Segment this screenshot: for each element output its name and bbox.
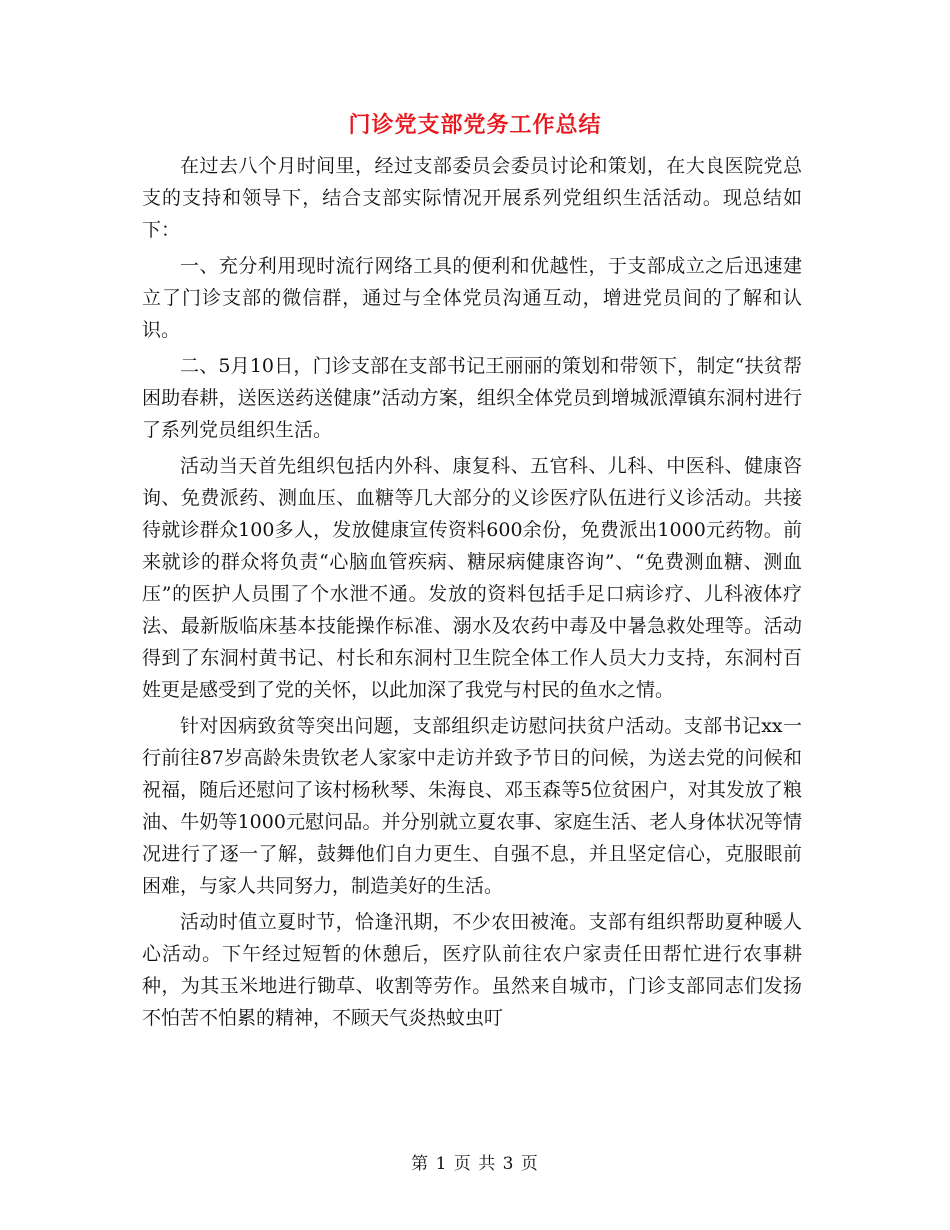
paragraph-intro: 在过去八个月时间里，经过支部委员会委员讨论和策划，在大良医院党总支的支持和领导下，结合支部实际情况开展系列党组织生活活动。现总结如下： bbox=[142, 155, 802, 241]
document-body bbox=[142, 150, 802, 1038]
page-footer: 第 1 页 共 3 页 bbox=[411, 1154, 539, 1174]
paragraph-item-2: 二、5月10日，门诊支部在支部书记王丽丽的策划和带领下，制定“扶贫帮困助春耕，送医送药送健康”活动方案，组织全体党员到增城派潭镇东洞村进行了系列党员组织生活。 bbox=[142, 355, 802, 441]
paragraph-visits: 针对因病致贫等突出问题，支部组织走访慰问扶贫户活动。支部书记xx一行前往87岁高龄朱贵钦老人家家中走访并致予节日的问候，为送去党的问候和祝福，随后还慰问了该村杨秋琴、朱海良、邓玉森等5位贫困户，对其发放了粮油、牛奶等1000元慰问品。并分别就立夏农事、家庭生活、老人身体状况等情况进行了逐一了解，鼓舞他们自力更生、自强不息，并且坚定信心，克服眼前困难，与家人共同努力，制造美好的生活。 bbox=[142, 715, 802, 897]
document-title: 门诊党支部党务工作总结 bbox=[348, 112, 602, 138]
paragraph-activity: 活动当天首先组织包括内外科、康复科、五官科、儿科、中医科、健康咨询、免费派药、测血压、血糖等几大部分的义诊医疗队伍进行义诊活动。共接待就诊群众100多人，发放健康宣传资料600余份，免费派出1000元药物。前来就诊的群众将负责“心脑血管疾病、糖尿病健康咨询”、“免费测血糖、测血压”的医护人员围了个水泄不通。发放的资料包括手足口病诊疗、儿科液体疗法、最新版临床基本技能操作标准、溺水及农药中毒及中暑急救处理等。活动得到了东洞村黄书记、村长和东洞村卫生院全体工作人员大力支持，东洞村百姓更是感受到了党的关怀，以此加深了我党与村民的鱼水之情。 bbox=[142, 455, 802, 701]
paragraph-farming: 活动时值立夏时节，恰逢汛期，不少农田被淹。支部有组织帮助夏种暖人心活动。下午经过短暂的休憩后，医疗队前往农户家责任田帮忙进行农事耕种，为其玉米地进行锄草、收割等劳作。虽然来自城市，门诊支部同志们发扬不怕苦不怕累的精神，不顾天气炎热蚊虫叮 bbox=[142, 911, 802, 1029]
paragraph-item-1: 一、充分利用现时流行网络工具的便利和优越性，于支部成立之后迅速建立了门诊支部的微信群，通过与全体党员沟通互动，增进党员间的了解和认识。 bbox=[142, 255, 802, 341]
